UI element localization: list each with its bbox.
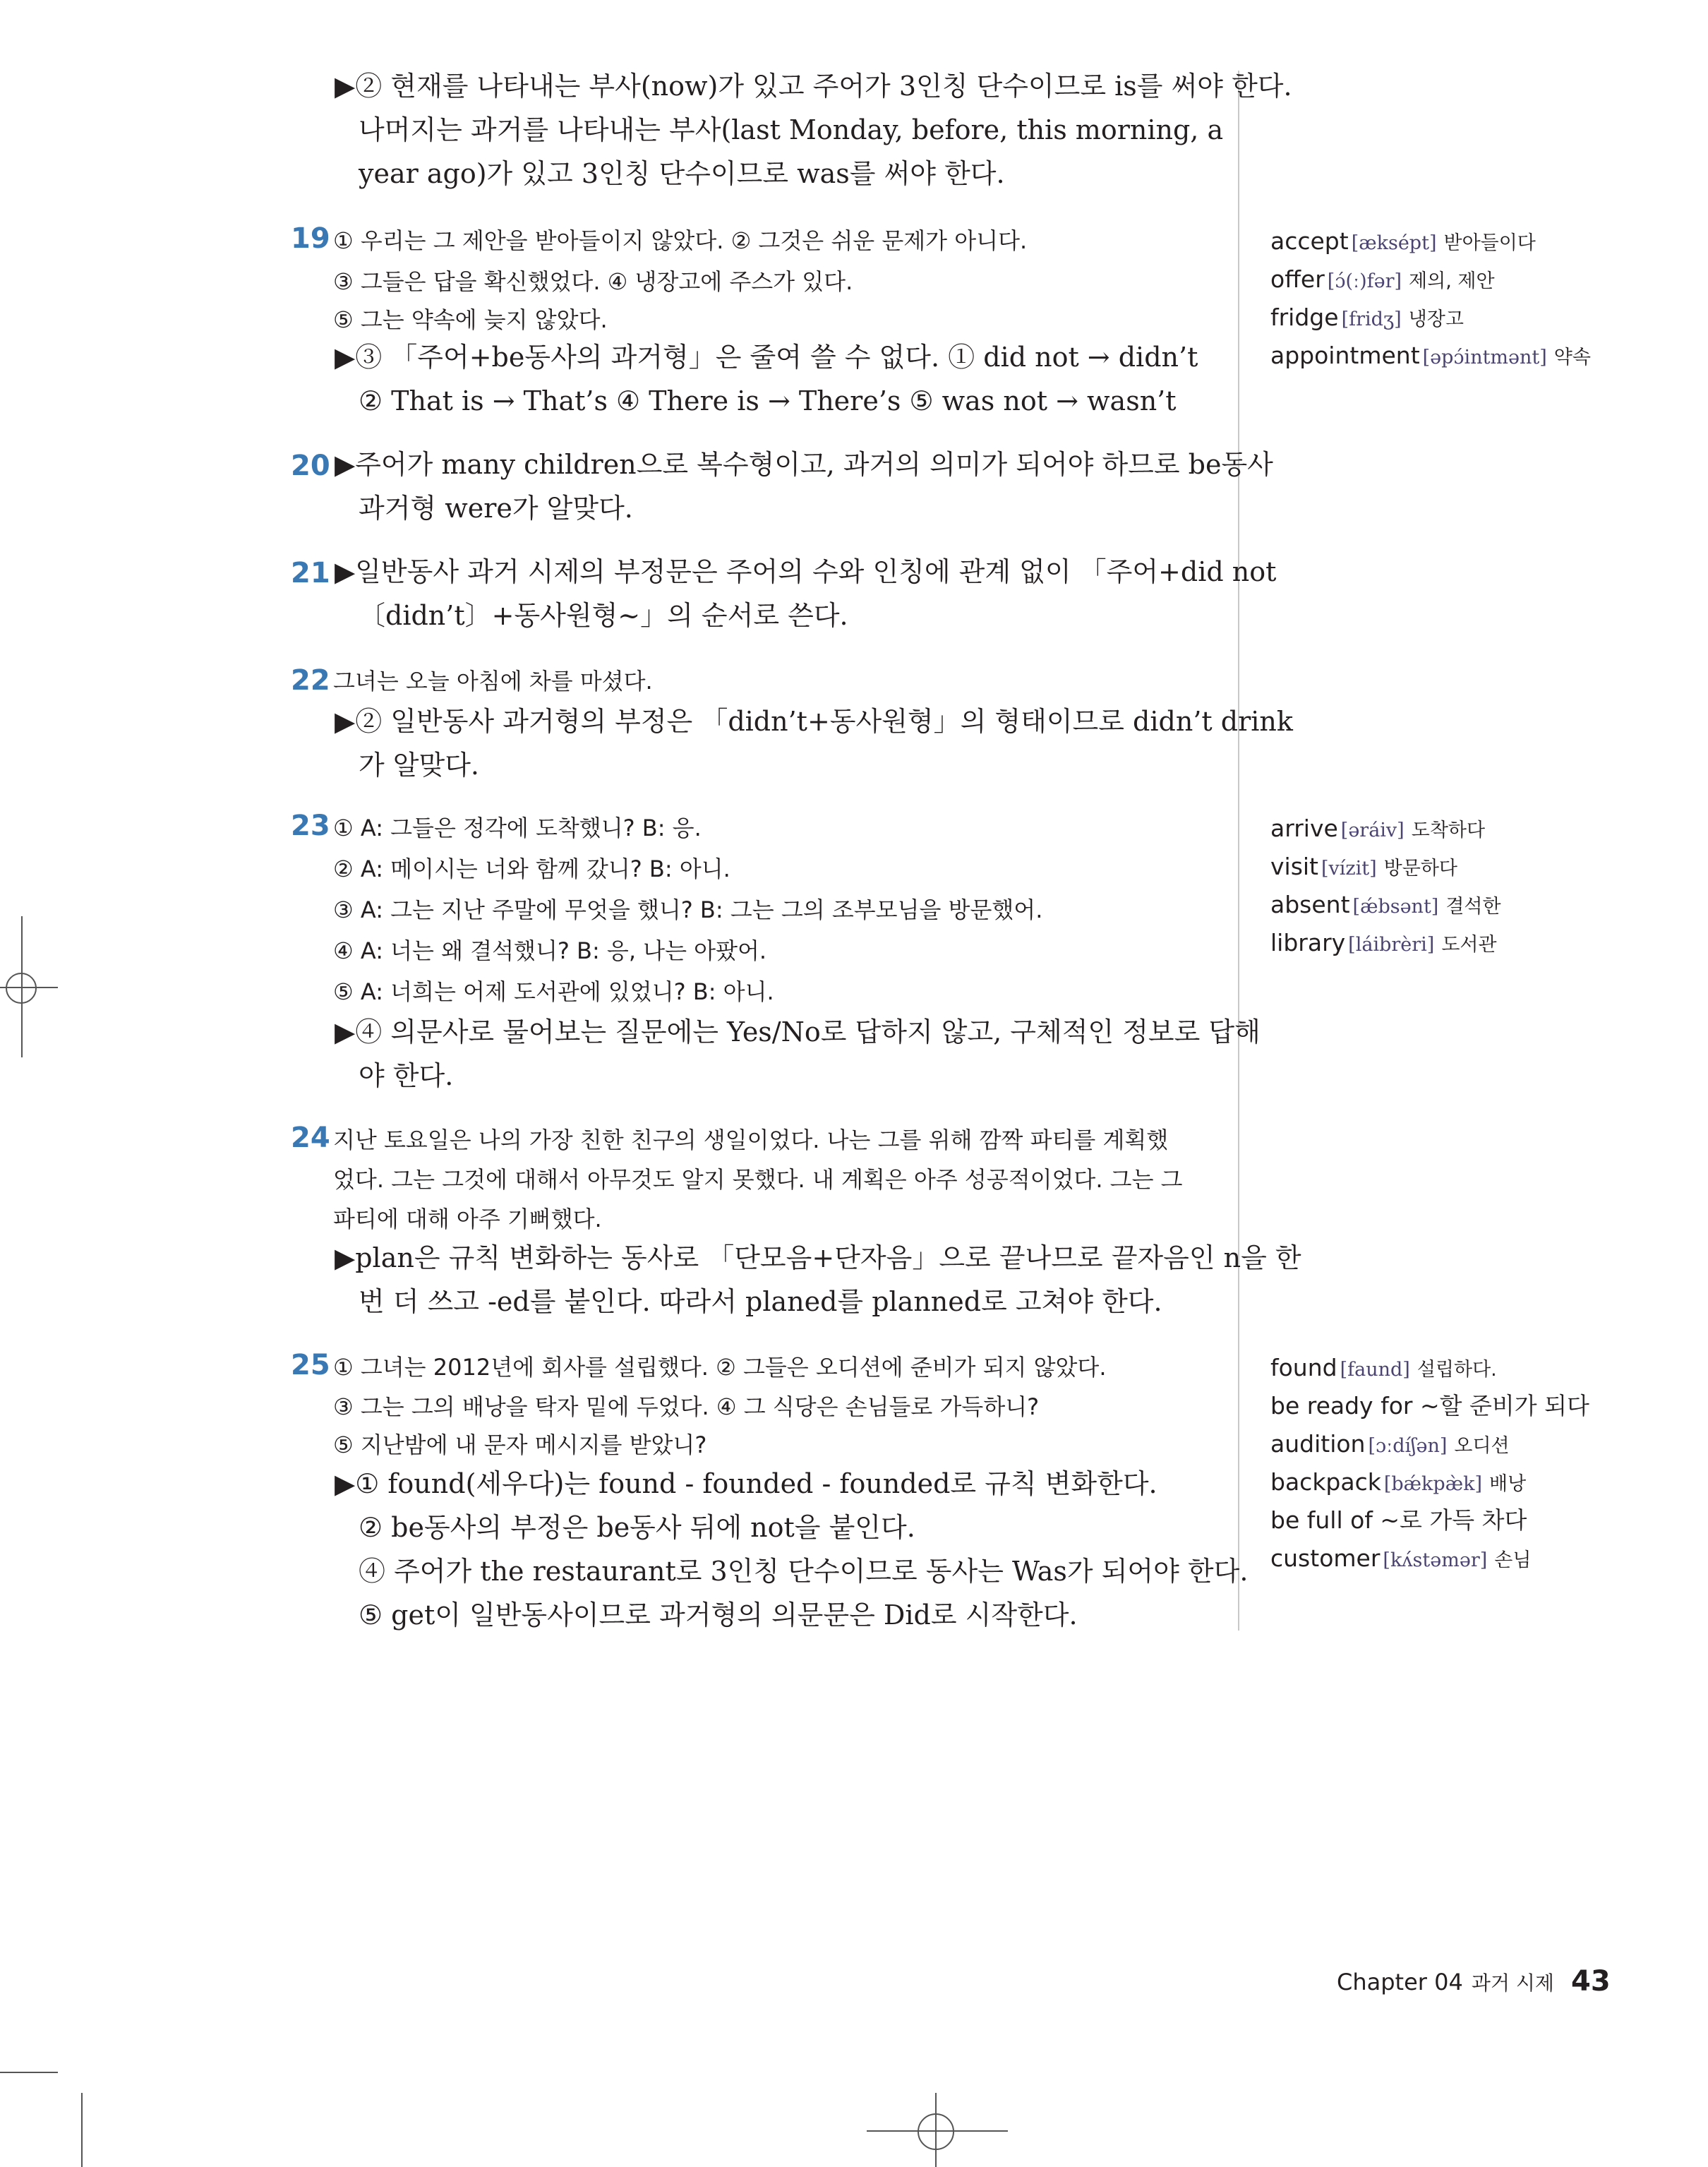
explanation-line: ▶① found(세우다)는 found - founded - founded로 규칙 변화한다. bbox=[335, 1468, 1157, 1499]
explanation-line: year ago)가 있고 3인칭 단수이므로 was를 써야 한다. bbox=[359, 158, 1005, 189]
explanation-line: 〔didn’t〕+동사원형~」의 순서로 쓴다. bbox=[359, 600, 848, 631]
explanation-line: 나머지는 과거를 나타내는 부사(last Monday, before, this morning, a bbox=[359, 114, 1224, 145]
question-number: 24 bbox=[291, 1122, 330, 1154]
question-line: ③ 그들은 답을 확신했었다. ④ 냉장고에 주스가 있다. bbox=[333, 268, 853, 295]
explanation-line: ▶일반동사 과거 시제의 부정문은 주어의 수와 인칭에 관계 없이 「주어+did not bbox=[335, 556, 1277, 587]
question-line: 파티에 대해 아주 기뻐했다. bbox=[333, 1206, 602, 1232]
chapter-number: Chapter 04 bbox=[1337, 1969, 1463, 1995]
explanation-line: ④ 주어가 the restaurant로 3인칭 단수이므로 동사는 Was가 되어야 한다. bbox=[359, 1556, 1249, 1587]
vocab-item: visit [vízit] 방문하다 bbox=[1270, 853, 1457, 880]
explanation-line: ▶② 일반동사 과거형의 부정은 「didn’t+동사원형」의 형태이므로 didn’t drink bbox=[335, 706, 1293, 737]
explanation-line: 가 알맞다. bbox=[359, 750, 479, 781]
explanation-line: 과거형 were가 알맞다. bbox=[359, 493, 633, 524]
column-divider bbox=[1238, 71, 1239, 1631]
question-line: 그녀는 오늘 아침에 차를 마셨다. bbox=[333, 668, 653, 695]
vocab-item: offer [ɔ́(ː)fər] 제의, 제안 bbox=[1270, 265, 1495, 293]
vocab-item: be full of ~로 가득 차다 bbox=[1270, 1506, 1527, 1534]
vocab-item: arrive [əráiv] 도착하다 bbox=[1270, 815, 1486, 842]
question-line: 지난 토요일은 나의 가장 친한 친구의 생일이었다. 나는 그를 위해 깜짝 파티를 계획했 bbox=[333, 1127, 1169, 1153]
vocab-item: found [faund] 설립하다. bbox=[1270, 1354, 1497, 1381]
explanation-line: ▶plan은 규칙 변화하는 동사로 「단모음+단자음」으로 끝나므로 끝자음인 n을 한 bbox=[335, 1242, 1301, 1273]
question-line: ③ 그는 그의 배낭을 탁자 밑에 두었다. ④ 그 식당은 손님들로 가득하니? bbox=[333, 1393, 1040, 1420]
question-line: ⑤ 그는 약속에 늦지 않았다. bbox=[333, 306, 608, 333]
question-line: ② A: 메이시는 너와 함께 갔니? B: 아니. bbox=[333, 856, 730, 882]
vocab-item: library [láibrèri] 도서관 bbox=[1270, 929, 1497, 956]
question-line: ③ A: 그는 지난 주말에 무엇을 했니? B: 그는 그의 조부모님을 방문했어. bbox=[333, 896, 1043, 923]
explanation-line: ▶주어가 many children으로 복수형이고, 과거의 의미가 되어야 하므로 be동사 bbox=[335, 449, 1273, 480]
vocab-list bbox=[1270, 815, 1501, 967]
vocab-item: fridge [fridʒ] 냉장고 bbox=[1270, 304, 1464, 331]
vocab-item: appointment [əpɔ́intmənt] 약속 bbox=[1270, 342, 1591, 369]
vocab-item: absent [ǽbsənt] 결석한 bbox=[1270, 891, 1501, 918]
question-line: ④ A: 너는 왜 결석했니? B: 응, 나는 아팠어. bbox=[333, 937, 767, 964]
question-number: 19 bbox=[291, 222, 330, 255]
vocab-item: backpack [bǽkpæ̀k] 배낭 bbox=[1270, 1468, 1527, 1496]
question-line: ① 그녀는 2012년에 회사를 설립했다. ② 그들은 오디션에 준비가 되지 않았다. bbox=[333, 1354, 1107, 1381]
question-number: 20 bbox=[291, 450, 330, 482]
crop-mark bbox=[0, 2072, 58, 2073]
chapter-label bbox=[1337, 1968, 1554, 1996]
question-line: ⑤ 지난밤에 내 문자 메시지를 받았니? bbox=[333, 1431, 707, 1458]
explanation-line: ▶② 현재를 나타내는 부사(now)가 있고 주어가 3인칭 단수이므로 is를 써야 한다. bbox=[335, 71, 1292, 102]
vocab-item: accept [æksépt] 받아들이다 bbox=[1270, 227, 1536, 255]
explanation-line: 번 더 쓰고 -ed를 붙인다. 따라서 planed를 planned로 고쳐야 한다. bbox=[359, 1286, 1162, 1317]
vocab-list bbox=[1270, 1354, 1599, 1583]
vocab-item: be ready for ~할 준비가 되다 bbox=[1270, 1392, 1589, 1419]
question-line: ① 우리는 그 제안을 받아들이지 않았다. ② 그것은 쉬운 문제가 아니다. bbox=[333, 227, 1028, 254]
question-line: ⑤ A: 너희는 어제 도서관에 있었니? B: 아니. bbox=[333, 978, 774, 1005]
explanation-line: 야 한다. bbox=[359, 1060, 454, 1091]
explanation-line: ▶④ 의문사로 물어보는 질문에는 Yes/No로 답하지 않고, 구체적인 정보로 답해 bbox=[335, 1016, 1261, 1048]
question-number: 25 bbox=[291, 1349, 330, 1381]
question-number: 22 bbox=[291, 664, 330, 697]
question-number: 23 bbox=[291, 810, 330, 842]
question-line: ① A: 그들은 정각에 도착했니? B: 응. bbox=[333, 815, 702, 841]
page-number: 43 bbox=[1571, 1965, 1611, 1998]
vocab-item: customer [kʌ́stəmər] 손님 bbox=[1270, 1544, 1532, 1572]
explanation-line: ▶③ 「주어+be동사의 과거형」은 줄여 쓸 수 없다. ① did not → didn’t bbox=[335, 342, 1198, 373]
registration-mark bbox=[918, 2113, 954, 2150]
explanation-line: ② That is → That’s ④ There is → There’s ⑤ was not → wasn’t bbox=[359, 385, 1177, 416]
explanation-line: ② be동사의 부정은 be동사 뒤에 not을 붙인다. bbox=[359, 1512, 915, 1543]
crop-mark bbox=[81, 2093, 83, 2167]
registration-mark bbox=[6, 973, 37, 1004]
vocab-list bbox=[1270, 227, 1591, 380]
vocab-item: audition [ɔːdíʃən] 오디션 bbox=[1270, 1430, 1510, 1458]
question-line: 었다. 그는 그것에 대해서 아무것도 알지 못했다. 내 계획은 아주 성공적이었다. 그는 그 bbox=[333, 1166, 1183, 1193]
explanation-line: ⑤ get이 일반동사이므로 과거형의 의문문은 Did로 시작한다. bbox=[359, 1599, 1078, 1631]
chapter-title: 과거 시제 bbox=[1471, 1971, 1554, 1995]
question-number: 21 bbox=[291, 557, 330, 589]
